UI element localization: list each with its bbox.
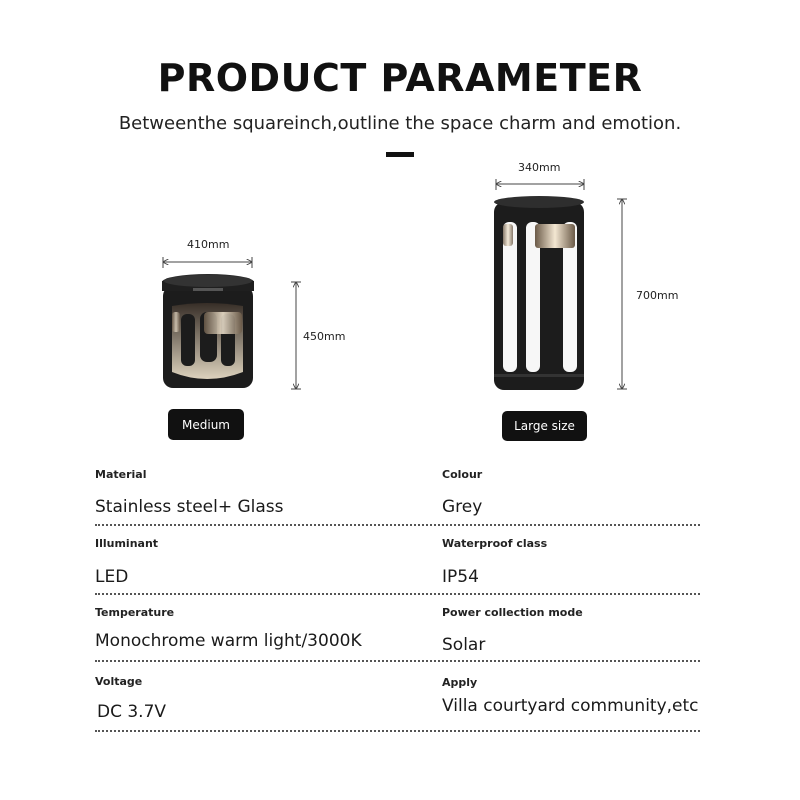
material-label: Material — [95, 468, 147, 481]
temperature-value: Monochrome warm light/3000K — [95, 631, 362, 651]
page-subtitle: Betweenthe squareinch,outline the space charm and emotion. — [118, 113, 682, 134]
colour-label: Colour — [442, 468, 483, 481]
illuminant-label: Illuminant — [95, 537, 159, 550]
large-width-dimension — [496, 179, 584, 190]
medium-width-label: 410mm — [187, 238, 230, 251]
waterproof-class-value: IP54 — [442, 567, 479, 587]
medium-size-badge: Medium — [168, 409, 244, 440]
medium-height-label: 450mm — [303, 330, 346, 343]
temperature-label: Temperature — [95, 606, 175, 619]
apply-label: Apply — [442, 676, 478, 689]
page-title: PRODUCT PARAMETER — [157, 56, 643, 100]
row-divider — [95, 524, 700, 526]
row-divider — [95, 593, 700, 595]
waterproof-class-label: Waterproof class — [442, 537, 548, 550]
medium-lamp-image — [162, 274, 254, 388]
row-divider — [95, 730, 700, 732]
colour-value: Grey — [442, 497, 483, 517]
voltage-value: DC 3.7V — [97, 702, 167, 722]
row-divider — [95, 660, 700, 662]
large-height-dimension — [617, 199, 627, 389]
large-size-badge: Large size — [502, 411, 587, 441]
power-collection-mode-value: Solar — [442, 635, 486, 655]
material-value: Stainless steel+ Glass — [95, 497, 284, 517]
medium-height-dimension — [291, 282, 301, 389]
illuminant-value: LED — [95, 567, 129, 587]
apply-value: Villa courtyard community,etc — [442, 696, 699, 716]
large-width-label: 340mm — [518, 161, 561, 174]
large-lamp-image — [494, 196, 584, 390]
power-collection-mode-label: Power collection mode — [442, 606, 583, 619]
voltage-label: Voltage — [95, 675, 143, 688]
medium-width-dimension — [163, 257, 252, 268]
large-height-label: 700mm — [636, 289, 679, 302]
